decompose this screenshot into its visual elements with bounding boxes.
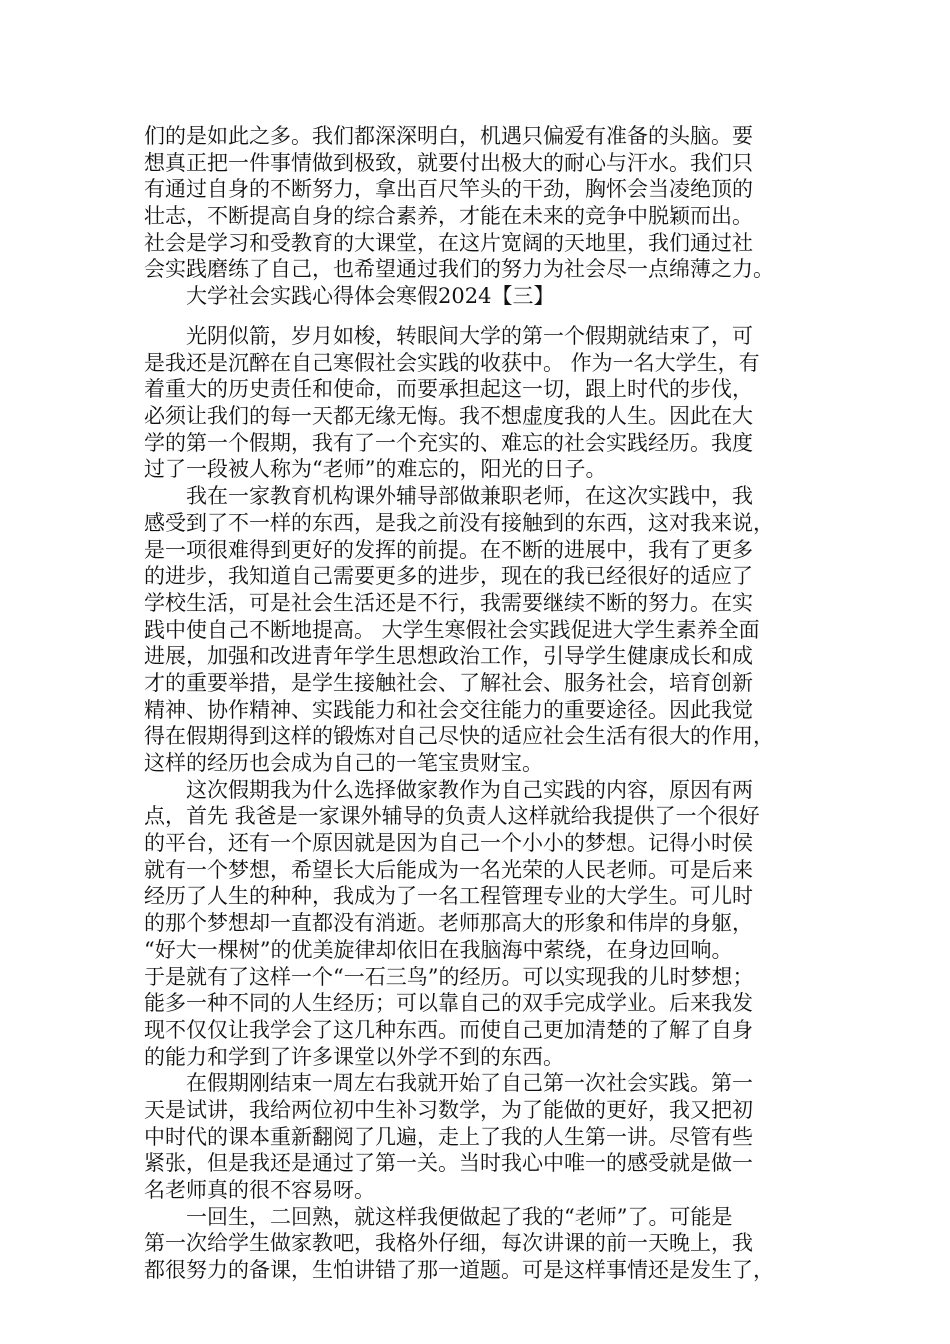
text-block-main <box>144 323 816 1284</box>
text-line: 这次假期我为什么选择做家教作为自己实践的内容，原因有两 <box>186 777 753 802</box>
text-line: 会实践磨练了自己，也希望通过我们的努力为社会尽一点绵薄之力。 <box>144 257 774 282</box>
text-line: 学校生活，可是社会生活还是不行，我需要继续不断的努力。在实 <box>144 590 753 615</box>
text-line: 都很努力的备课，生怕讲错了那一道题。可是这样事情还是发生了， <box>144 1258 774 1283</box>
text-line: 点，首先 我爸是一家课外辅导的负责人这样就给我提供了一个很好 <box>144 804 760 829</box>
text-line: 能多一种不同的人生经历；可以靠自己的双手完成学业。后来我发 <box>144 991 753 1016</box>
text-line: 过了一段被人称为“老师”的难忘的，阳光的日子。 <box>144 457 607 482</box>
text-line: “好大一棵树”的优美旋律却依旧在我脑海中萦绕，在身边回响。 <box>144 937 733 962</box>
text-line: 着重大的历史责任和使命，而要承担起这一切，跟上时代的步伐， <box>144 377 753 402</box>
text-line: 我在一家教育机构课外辅导部做兼职老师，在这次实践中，我 <box>186 484 753 509</box>
text-line: 这样的经历也会成为自己的一笔宝贵财宝。 <box>144 751 543 775</box>
text-line: 在假期刚结束一周左右我就开始了自己第一次社会实践。第一 <box>186 1071 753 1096</box>
text-line: 学的第一个假期，我有了一个充实的、难忘的社会实践经历。我度 <box>144 430 753 455</box>
text-line: 紧张，但是我还是通过了第一关。当时我心中唯一的感受就是做一 <box>144 1151 753 1176</box>
text-line: 天是试讲，我给两位初中生补习数学，为了能做的更好，我又把初 <box>144 1097 753 1122</box>
text-line: 就有一个梦想，希望长大后能成为一名光荣的人民老师。可是后来 <box>144 857 753 882</box>
text-line: 进展，加强和改进青年学生思想政治工作，引导学生健康成长和成 <box>144 644 753 669</box>
text-line: 的那个梦想却一直都没有消逝。老师那高大的形象和伟岸的身躯， <box>144 911 753 936</box>
text-line: 于是就有了这样一个“一石三鸟”的经历。可以实现我的儿时梦想； <box>144 964 754 989</box>
text-line: 感受到了不一样的东西，是我之前没有接触到的东西，这对我来说， <box>144 510 774 535</box>
text-line: 的能力和学到了许多课堂以外学不到的东西。 <box>144 1044 564 1069</box>
text-line: 的进步，我知道自己需要更多的进步，现在的我已经很好的适应了 <box>144 564 753 589</box>
text-line: 经历了人生的种种，我成为了一名工程管理专业的大学生。可儿时 <box>144 884 753 909</box>
text-line: 必须让我们的每一天都无缘无悔。我不想虚度我的人生。因此在大 <box>144 404 753 429</box>
text-line: 现不仅仅让我学会了这几种东西。而使自己更加清楚的了解了自身 <box>144 1017 753 1042</box>
text-line: 光阴似箭，岁月如梭，转眼间大学的第一个假期就结束了，可 <box>186 324 753 348</box>
text-line: 第一次给学生做家教吧，我格外仔细，每次讲课的前一天晚上，我 <box>144 1231 753 1256</box>
text-line: 的平台，还有一个原因就是因为自己一个小小的梦想。记得小时侯 <box>144 831 753 856</box>
text-line: 精神、协作精神、实践能力和社会交往能力的重要途径。因此我觉 <box>144 697 753 722</box>
text-line: 有通过自身的不断努力，拿出百尺竿头的干劲，胸怀会当凌绝顶的 <box>144 177 753 202</box>
text-line: 大学社会实践心得体会寒假2024【三】 <box>186 284 555 309</box>
text-block-top <box>144 123 816 310</box>
text-line: 们的是如此之多。我们都深深明白，机遇只偏爱有准备的头脑。要 <box>144 124 753 148</box>
text-line: 得在假期得到这样的锻炼对自己尽快的适应社会生活有很大的作用， <box>144 724 774 749</box>
text-line: 壮志，不断提高自身的综合素养，才能在未来的竞争中脱颖而出。 <box>144 204 753 229</box>
text-line: 想真正把一件事情做到极致，就要付出极大的耐心与汗水。我们只 <box>144 150 753 175</box>
text-line: 践中使自己不断地提高。 大学生寒假社会实践促进大学生素养全面 <box>144 617 760 642</box>
text-line: 中时代的课本重新翻阅了几遍，走上了我的人生第一讲。尽管有些 <box>144 1124 753 1149</box>
text-line: 是一项很难得到更好的发挥的前提。在不断的进展中，我有了更多 <box>144 537 753 562</box>
text-line: 才的重要举措，是学生接触社会、了解社会、服务社会，培育创新 <box>144 670 753 695</box>
text-line: 一回生，二回熟，就这样我便做起了我的“老师”了。可能是 <box>186 1204 733 1229</box>
text-line: 名老师真的很不容易呀。 <box>144 1178 375 1202</box>
text-line: 是我还是沉醉在自己寒假社会实践的收获中。 作为一名大学生，有 <box>144 350 760 375</box>
text-line: 社会是学习和受教育的大课堂，在这片宽阔的天地里，我们通过社 <box>144 230 753 255</box>
